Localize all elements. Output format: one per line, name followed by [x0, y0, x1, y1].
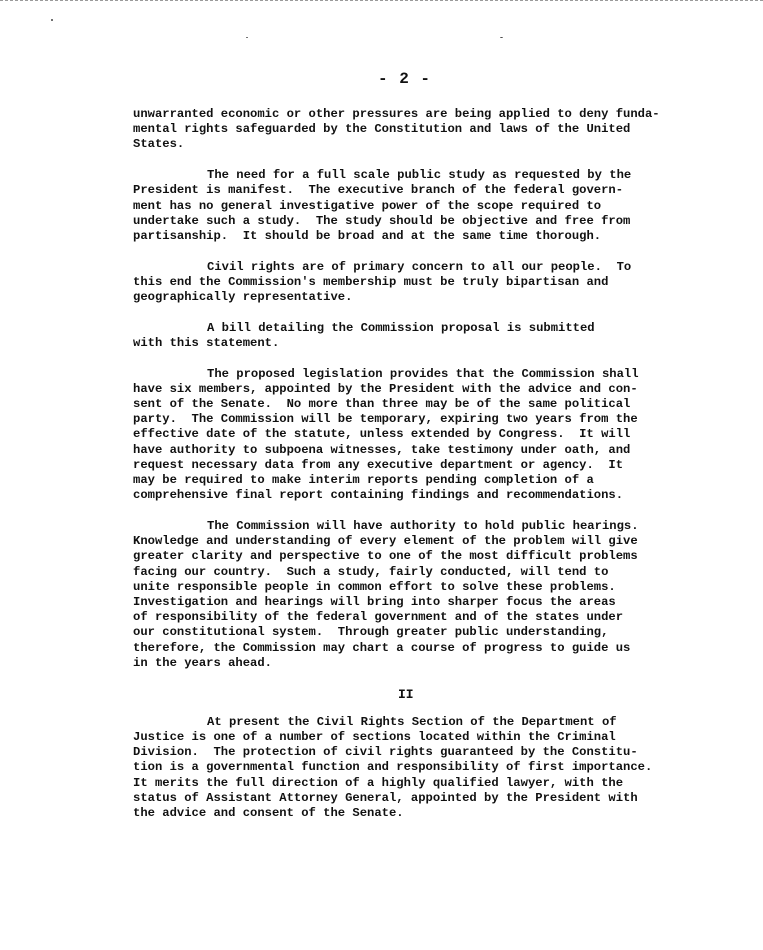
- paragraph: [133, 519, 673, 671]
- text-line: sent of the Senate. No more than three may be of the same political: [133, 397, 631, 412]
- scan-speck: [500, 37, 503, 38]
- text-line: Knowledge and understanding of every element of the problem will give: [133, 534, 638, 549]
- text-line: At present the Civil Rights Section of the Department of: [207, 714, 617, 729]
- text-line: Justice is one of a number of sections located within the Criminal: [133, 729, 616, 744]
- text-line: ment has no general investigative power of the scope required to: [133, 198, 602, 213]
- paragraph: [133, 321, 673, 351]
- text-line: mental rights safeguarded by the Constitution and laws of the United: [133, 122, 631, 137]
- text-line: have authority to subpoena witnesses, take testimony under oath, and: [133, 442, 631, 457]
- text-line: effective date of the statute, unless extended by Congress. It will: [133, 427, 631, 442]
- text-line: party. The Commission will be temporary, expiring two years from the: [133, 412, 638, 427]
- section-heading: II: [398, 686, 414, 702]
- paragraph: [133, 260, 673, 306]
- text-line: this end the Commission's membership must be truly bipartisan and: [133, 274, 609, 289]
- scan-speck: [246, 37, 248, 38]
- text-line: have six members, appointed by the President with the advice and con-: [133, 381, 638, 396]
- text-line: President is manifest. The executive branch of the federal govern-: [133, 183, 624, 198]
- page-number: - 2 -: [378, 70, 432, 88]
- text-line: comprehensive final report containing findings and recommendations.: [133, 488, 624, 503]
- paragraph: [133, 367, 673, 504]
- paragraph: [133, 168, 673, 244]
- section-paragraph-group: [133, 715, 673, 821]
- text-line: tion is a governmental function and responsibility of first importance.: [133, 760, 653, 775]
- page-top-edge: [0, 0, 763, 1]
- text-line: Investigation and hearings will bring into sharper focus the areas: [133, 594, 616, 609]
- text-line: unwarranted economic or other pressures are being applied to deny funda-: [133, 107, 660, 121]
- text-line: A bill detailing the Commission proposal is submitted: [207, 320, 595, 335]
- text-line: our constitutional system. Through greater public understanding,: [133, 625, 609, 640]
- paragraph-group: [133, 107, 673, 671]
- text-line: may be required to make interim reports pending completion of a: [133, 473, 594, 488]
- text-line: States.: [133, 137, 185, 152]
- text-line: partisanship. It should be broad and at the same time thorough.: [133, 228, 602, 243]
- text-line: Civil rights are of primary concern to all our people. To: [207, 259, 632, 274]
- text-line: undertake such a study. The study should be objective and free from: [133, 213, 631, 228]
- text-line: It merits the full direction of a highly qualified lawyer, with the: [133, 775, 624, 790]
- paragraph: [133, 107, 673, 153]
- text-line: The need for a full scale public study as requested by the: [207, 168, 632, 183]
- text-line: status of Assistant Attorney General, appointed by the President with: [133, 790, 638, 805]
- text-line: in the years ahead.: [133, 655, 272, 670]
- text-line: request necessary data from any executive department or agency. It: [133, 457, 624, 472]
- text-line: therefore, the Commission may chart a course of progress to guide us: [133, 640, 631, 655]
- text-line: The Commission will have authority to hold public hearings.: [207, 518, 639, 533]
- document-body: [133, 107, 673, 837]
- paragraph: [133, 715, 673, 821]
- text-line: The proposed legislation provides that the Commission shall: [207, 366, 639, 381]
- text-line: Division. The protection of civil rights guaranteed by the Constitu-: [133, 745, 638, 760]
- text-line: facing our country. Such a study, fairly conducted, will tend to: [133, 564, 609, 579]
- scan-speck: [51, 19, 53, 21]
- text-line: with this statement.: [133, 335, 280, 350]
- text-line: greater clarity and perspective to one of the most difficult problems: [133, 549, 638, 564]
- text-line: geographically representative.: [133, 290, 353, 305]
- text-line: unite responsible people in common effort to solve these problems.: [133, 579, 616, 594]
- text-line: of responsibility of the federal government and of the states under: [133, 610, 624, 625]
- text-line: the advice and consent of the Senate.: [133, 805, 404, 820]
